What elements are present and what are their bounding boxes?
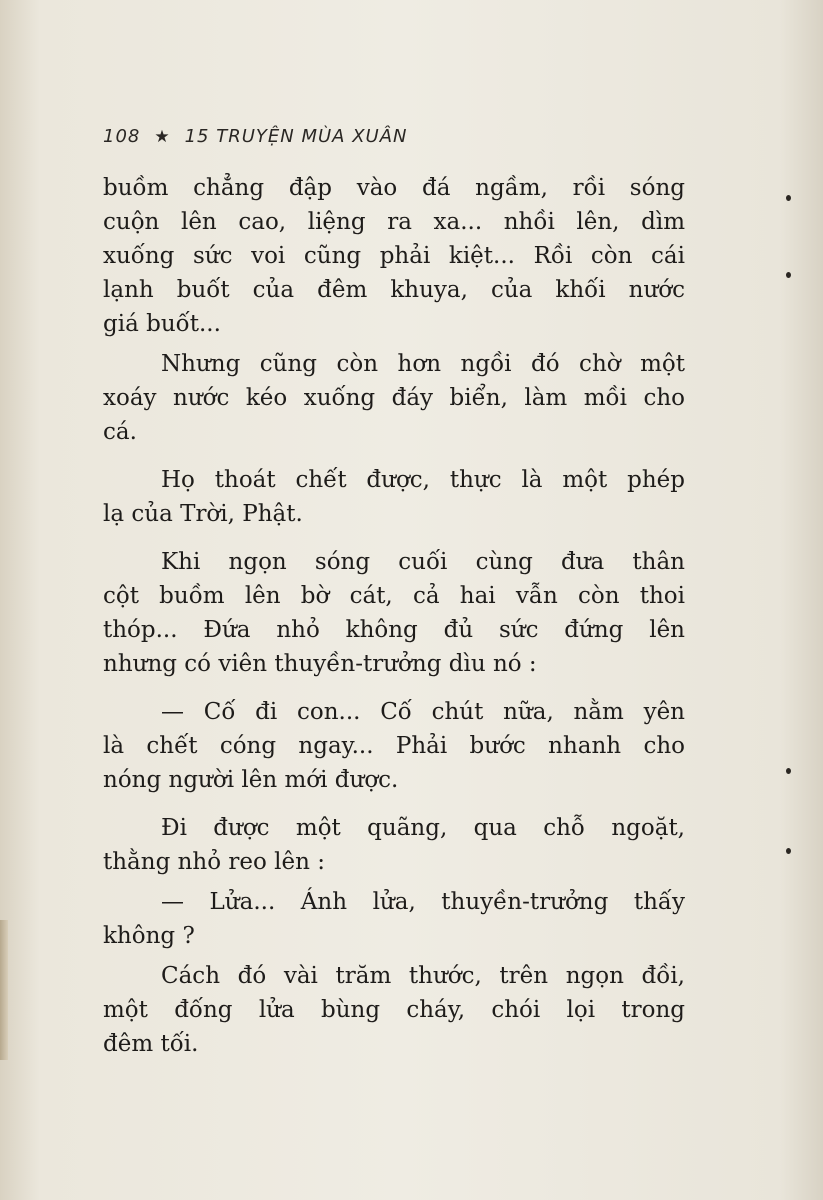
text-line: một đống lửa bùng cháy, chói lọi trong <box>103 997 685 1023</box>
ink-speck <box>786 848 791 854</box>
text-line: đêm tối. <box>103 1031 199 1057</box>
ink-speck <box>786 195 791 201</box>
text-line: cuộn lên cao, liệng ra xa... nhồi lên, dìm <box>103 209 685 235</box>
text-line: — Cố đi con... Cố chút nữa, nằm yên <box>161 699 685 725</box>
ink-speck <box>786 768 791 774</box>
text-line: xuống sức voi cũng phải kiệt... Rồi còn cái <box>103 243 685 269</box>
page-edge-wear <box>0 920 8 1060</box>
text-line: giá buốt... <box>103 311 221 337</box>
page-number: 108 <box>103 126 141 147</box>
book-title: 15 TRUYỆN MÙA XUÂN <box>184 126 408 147</box>
ink-speck <box>786 272 791 278</box>
text-line: Cách đó vài trăm thước, trên ngọn đồi, <box>161 963 685 989</box>
text-line: thóp... Đứa nhỏ không đủ sức đứng lên <box>103 617 685 643</box>
text-line: Họ thoát chết được, thực là một phép <box>161 467 685 493</box>
page-body <box>103 171 685 1061</box>
text-line: thằng nhỏ reo lên : <box>103 849 326 875</box>
text-line: nhưng có viên thuyền-trưởng dìu nó : <box>103 651 537 677</box>
text-line: — Lửa... Ánh lửa, thuyền-trưởng thấy <box>161 889 685 915</box>
text-line: cột buồm lên bờ cát, cả hai vẫn còn thoi <box>103 583 685 609</box>
text-line: nóng người lên mới được. <box>103 767 399 793</box>
text-line: cá. <box>103 419 137 445</box>
text-line: Đi được một quãng, qua chỗ ngoặt, <box>161 815 685 841</box>
text-line: Nhưng cũng còn hơn ngồi đó chờ một <box>161 351 685 377</box>
text-line: Khi ngọn sóng cuối cùng đưa thân <box>161 549 685 575</box>
text-line: lạ của Trời, Phật. <box>103 501 303 527</box>
star-icon: ★ <box>154 126 171 147</box>
text-line: xoáy nước kéo xuống đáy biển, làm mồi cho <box>103 385 685 411</box>
text-line: buồm chẳng đập vào đá ngầm, rồi sóng <box>103 175 685 201</box>
text-line: lạnh buốt của đêm khuya, của khối nước <box>103 277 685 303</box>
text-line: không ? <box>103 923 195 949</box>
running-header <box>103 126 408 147</box>
text-line: là chết cóng ngay... Phải bước nhanh cho <box>103 733 685 759</box>
